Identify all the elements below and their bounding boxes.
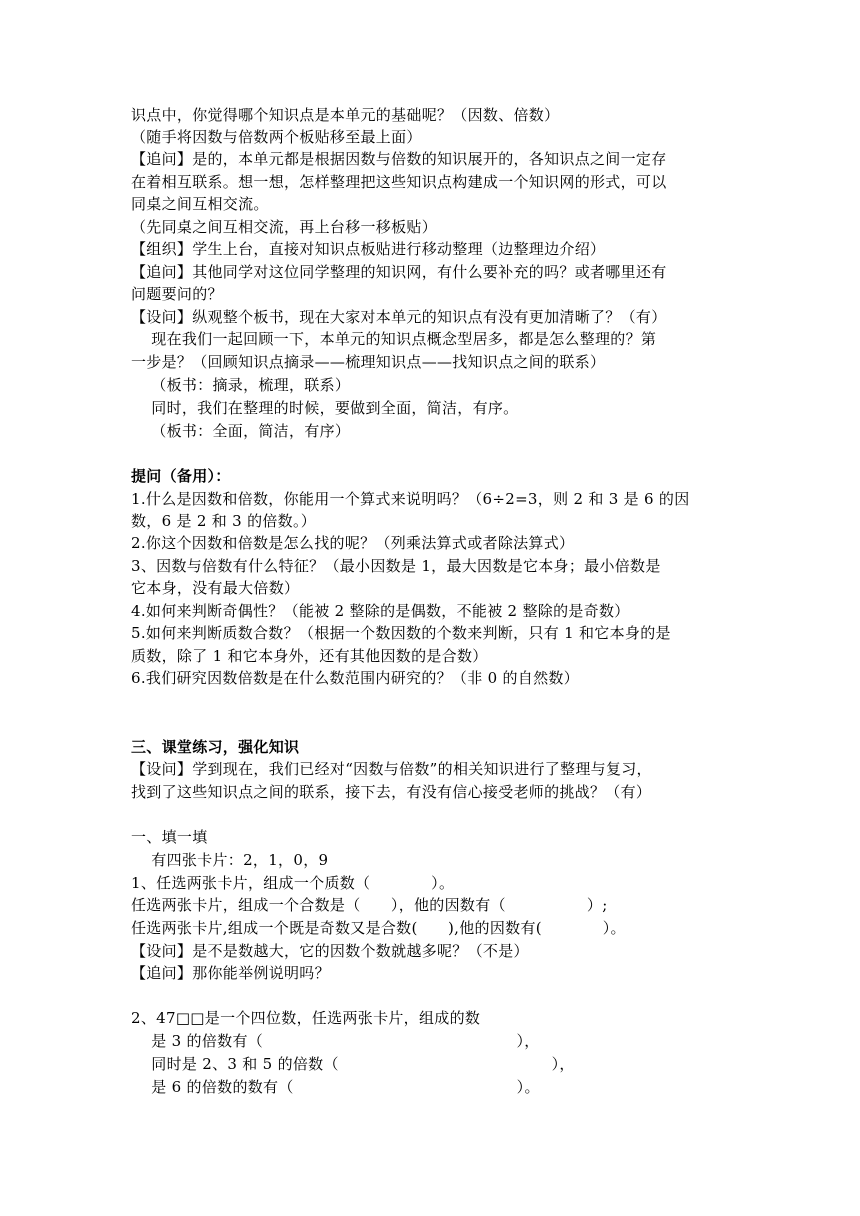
text-line: 【追问】其他同学对这位同学整理的知识网，有什么要补充的吗？或者哪里还有 (131, 263, 667, 281)
text-line: 1.什么是因数和倍数，你能用一个算式来说明吗？（6÷2=3，则 2 和 3 是 6 的因 (131, 490, 690, 508)
text-line: 数，6 是 2 和 3 的倍数。） (131, 512, 317, 530)
section-heading: 三、课堂练习，强化知识 (131, 738, 300, 756)
text-line: 2.你这个因数和倍数是怎么找的呢？（列乘法算式或者除法算式） (131, 534, 575, 552)
text-line: 同时，我们在整理的时候，要做到全面，简洁，有序。 (131, 399, 519, 417)
text-line: 3、因数与倍数有什么特征？（最小因数是 1，最大因数是它本身；最小倍数是 (131, 557, 661, 575)
text-line: 它本身，没有最大倍数） (131, 579, 300, 597)
text-line: 同时是 2、3 和 5 的倍数（ ）， (131, 1055, 575, 1073)
text-line: 【追问】是的，本单元都是根据因数与倍数的知识展开的，各知识点之间一定存 (131, 150, 667, 168)
section-heading: 提问（备用）： (131, 467, 231, 485)
text-line: 1、任选两张卡片，组成一个质数（ ）。 (131, 874, 455, 892)
text-line: 找到了这些知识点之间的联系，接下去，有没有信心接受老师的挑战？（有） (131, 783, 652, 801)
text-line: 同桌之间互相交流。 (131, 195, 269, 213)
text-line: 任选两张卡片,组成一个既是奇数又是合数( ),他的因数有( ）。 (131, 919, 626, 937)
text-line: 2、47□□是一个四位数，任选两张卡片，组成的数 (131, 1009, 481, 1027)
text-line: （先同桌之间互相交流，再上台移一移板贴） (131, 218, 438, 236)
text-line: 【设问】是不是数越大，它的因数个数就越多呢？（不是） (131, 942, 529, 960)
text-line: 【组织】学生上台，直接对知识点板贴进行移动整理（边整理边介绍） (131, 240, 606, 258)
text-line: 质数，除了 1 和它本身外，还有其他因数的是合数） (131, 647, 488, 665)
text-line: 【设问】纵观整个板书，现在大家对本单元的知识点有没有更加清晰了？（有） (131, 308, 667, 326)
text-line: 是 6 的倍数的数有（ ）。 (131, 1078, 540, 1096)
text-line: 5.如何来判断质数合数？（根据一个数因数的个数来判断，只有 1 和它本身的是 (131, 624, 671, 642)
text-line: 问题要问的？ (131, 285, 223, 303)
text-line: 现在我们一起回顾一下，本单元的知识点概念型居多，都是怎么整理的？第 (131, 330, 657, 348)
text-line: （板书：摘录，梳理，联系） (131, 376, 351, 394)
text-line: 一步是？（回顾知识点摘录——梳理知识点——找知识点之间的联系） (131, 353, 606, 371)
text-line: 4.如何来判断奇偶性？（能被 2 整除的是偶数，不能被 2 整除的是奇数） (131, 602, 630, 620)
text-line: 识点中，你觉得哪个知识点是本单元的基础呢？（因数、倍数） (131, 106, 560, 124)
text-line: （随手将因数与倍数两个板贴移至最上面） (131, 128, 422, 146)
text-line: 【追问】那你能举例说明吗？ (131, 964, 330, 982)
text-line: 一、填一填 (131, 828, 208, 846)
text-line: 6.我们研究因数倍数是在什么数范围内研究的？（非 0 的自然数） (131, 669, 579, 687)
text-line: 在着相互联系。想一想，怎样整理把这些知识点构建成一个知识网的形式，可以 (131, 173, 667, 191)
text-line: 【设问】学到现在，我们已经对“因数与倍数”的相关知识进行了整理与复习， (131, 760, 652, 778)
text-line: 是 3 的倍数有（ ）， (131, 1032, 540, 1050)
text-line: 有四张卡片：2，1，0，9 (131, 851, 329, 869)
text-line: （板书：全面，简洁，有序） (131, 422, 351, 440)
text-line: 任选两张卡片，组成一个合数是（ ），他的因数有（ ）; (131, 896, 608, 914)
